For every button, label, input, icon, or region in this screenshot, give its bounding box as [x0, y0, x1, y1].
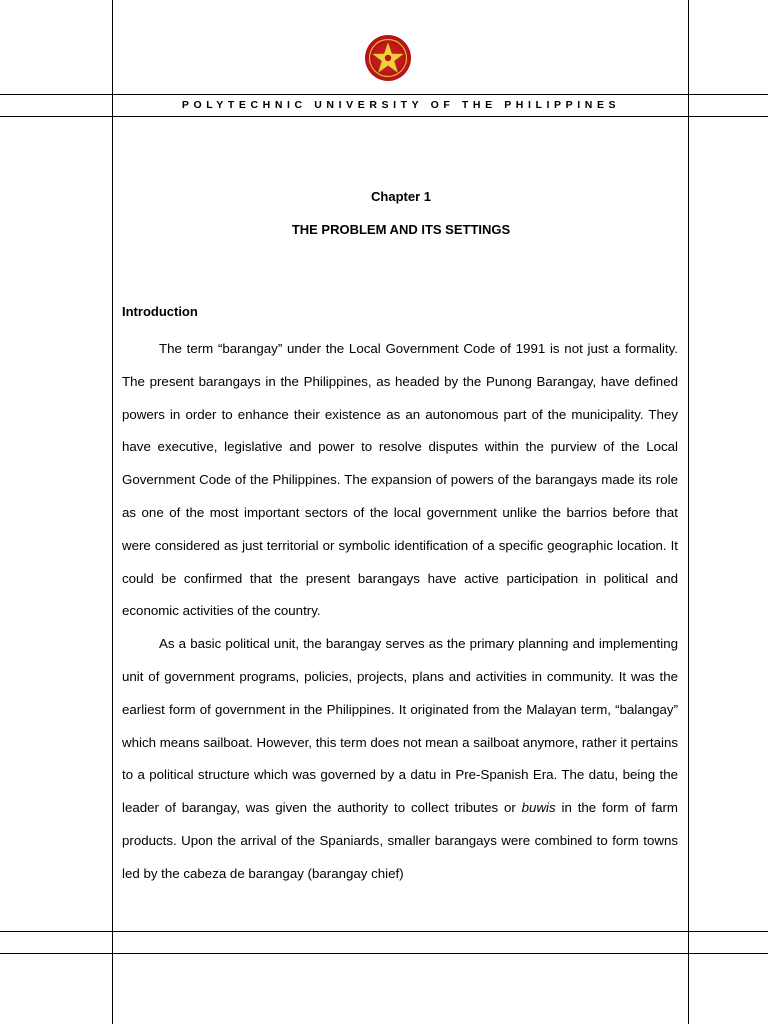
- chapter-number: Chapter 1: [371, 189, 431, 204]
- pup-seal-icon: [364, 34, 412, 82]
- paragraph: [122, 628, 678, 890]
- left-margin-line: [112, 0, 113, 1024]
- header-top-rule: [0, 94, 768, 95]
- section-heading: Introduction: [122, 304, 198, 319]
- chapter-title: THE PROBLEM AND ITS SETTINGS: [291, 222, 511, 237]
- footer-top-rule: [0, 931, 768, 932]
- paragraph: [122, 333, 678, 628]
- paragraph-text: in the form of farm products. Upon the arrival of the Spaniards, smaller barangays were combined to form towns led by the cabeza de barangay (barangay chief): [122, 800, 679, 881]
- body-text: [122, 333, 678, 891]
- emphasized-term: buwis: [521, 800, 556, 816]
- right-margin-line: [688, 0, 689, 1024]
- university-name: POLYTECHNIC UNIVERSITY OF THE PHILIPPINES: [181, 99, 621, 111]
- paragraph-text: The term “barangay” under the Local Government Code of 1991 is not just a formality. The present barangays in the Philippines, as headed by the Punong Barangay, have defined powers in order to enhance their existence as an autonomous part of the municipality. They have executive, legislative and power to resolve disputes within the purview of the Local Government Code of the Philippines. The expansion of powers of the barangays made its role as one of the most important sectors of the local government unlike the barrios before that were considered as just territorial or symbolic identification of a specific geographic location. It could be confirmed that the present barangays have active participation in political and economic activities of the country.: [122, 341, 678, 619]
- paragraph-text: As a basic political unit, the barangay serves as the primary planning and implementing unit of government programs, policies, projects, plans and activities in community. It was the earliest form of government in the Philippines. It originated from the Malayan term, “balangay” which means sailboat. However, this term does not mean a sailboat anymore, rather it pertains to a political structure which was governed by a datu in Pre-Spanish Era. The datu, being the leader of barangay, was given the authority to collect tributes or: [122, 636, 678, 816]
- header-bottom-rule: [0, 116, 768, 117]
- footer-bottom-rule: [0, 953, 768, 954]
